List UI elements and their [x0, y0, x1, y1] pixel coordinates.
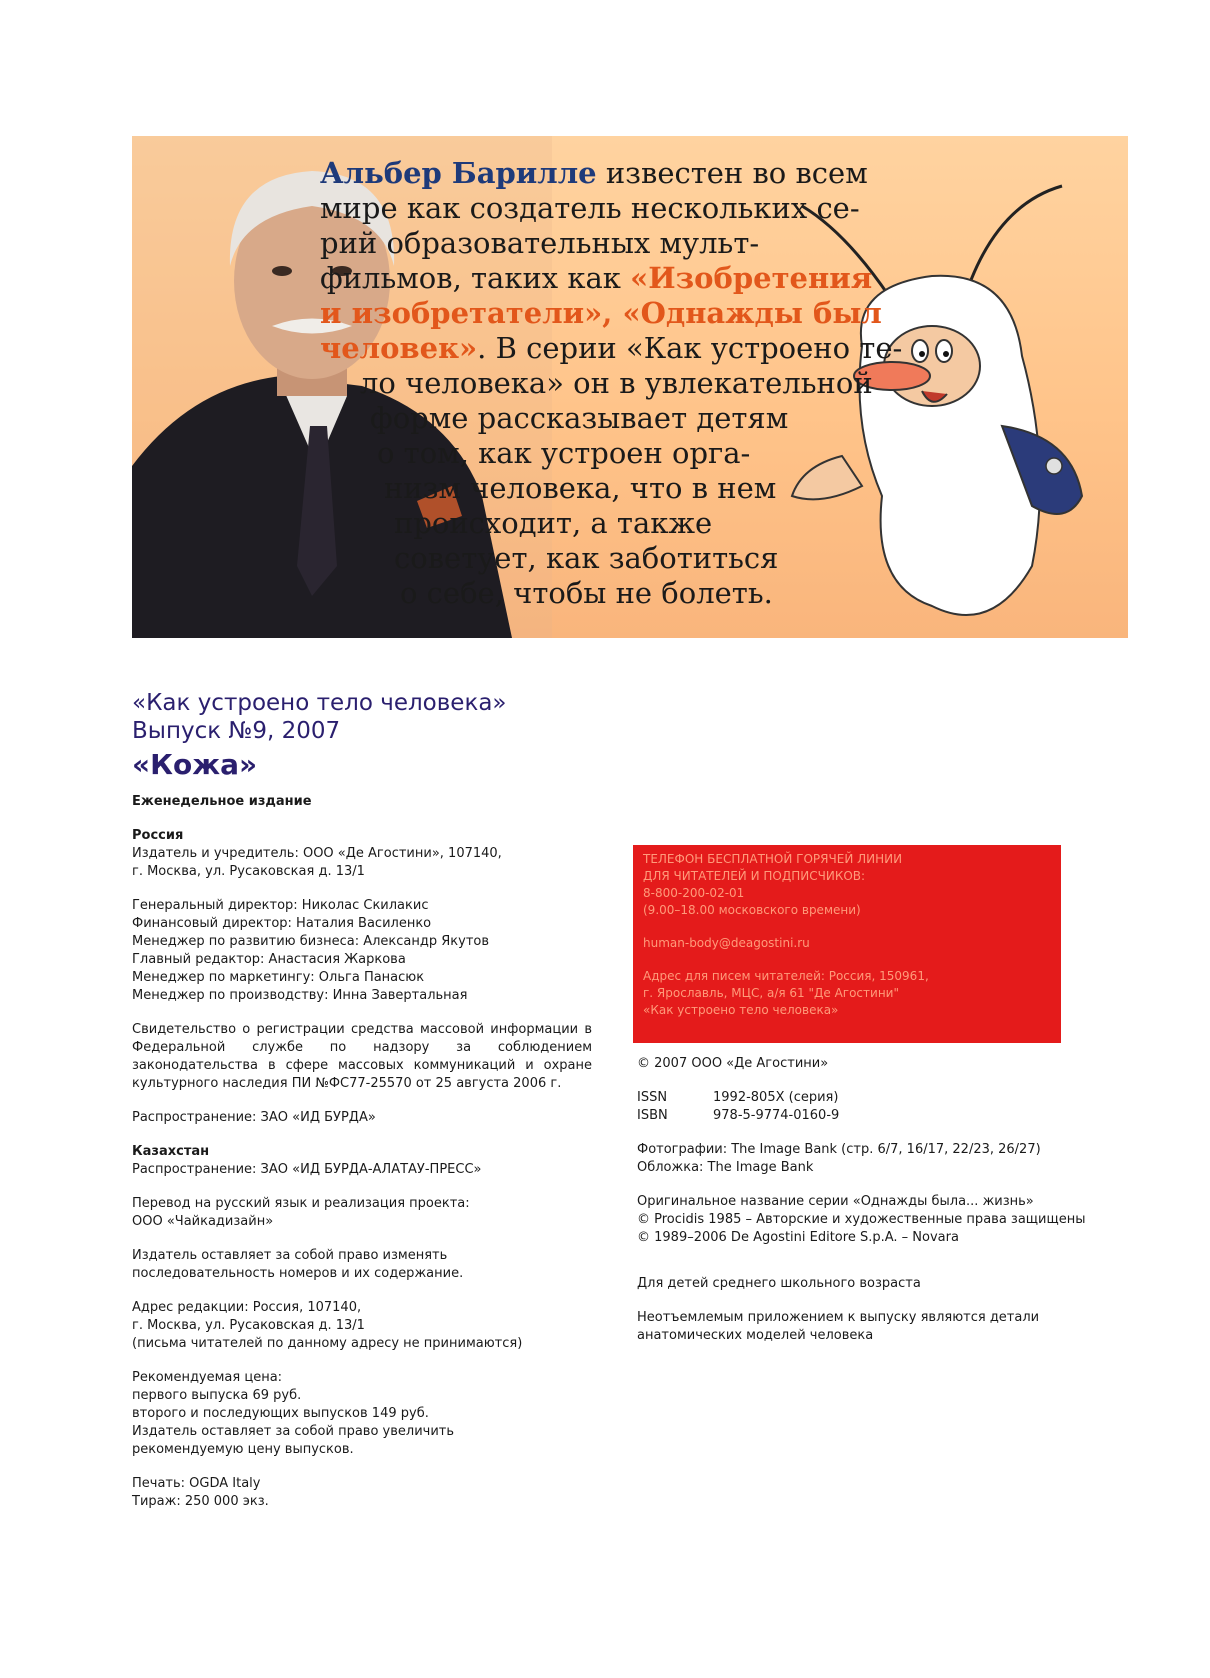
- issue-number: Выпуск №9, 2007: [132, 718, 341, 744]
- supplement-line: анатомических моделей человека: [637, 1328, 874, 1343]
- staff-line: Менеджер по производству: Инна Завертальная: [132, 988, 468, 1003]
- staff-line: Менеджер по маркетингу: Ольга Панасюк: [132, 970, 425, 985]
- bio-line: [394, 541, 778, 575]
- bio-text: человек»: [320, 331, 478, 365]
- bio-text: советует, как заботиться: [394, 541, 779, 575]
- issn-label: ISSN: [637, 1090, 668, 1105]
- address-line: Адрес редакции: Россия, 107140,: [132, 1300, 362, 1315]
- hotline-hours: (9.00–18.00 московского времени): [643, 903, 861, 917]
- bio-line: [320, 156, 868, 190]
- price-line: второго и последующих выпусков 149 руб.: [132, 1406, 429, 1421]
- series-title: «Как устроено тело человека»: [132, 690, 507, 716]
- translation-line: ООО «Чайкадизайн»: [132, 1214, 274, 1229]
- hotline-email-link[interactable]: human-body@deagostini.ru: [643, 936, 810, 950]
- print-line: Печать: OGDA Italy: [132, 1476, 261, 1491]
- bio-line: [320, 261, 872, 295]
- isbn-label: ISBN: [637, 1108, 668, 1123]
- hotline-line: ДЛЯ ЧИТАТЕЛЕЙ И ПОДПИСЧИКОВ:: [643, 869, 866, 883]
- price-line: рекомендуемую цену выпусков.: [132, 1442, 354, 1457]
- bio-line: [377, 436, 750, 470]
- imprint-left-column: [132, 793, 592, 1527]
- bio-text: рий образовательных мульт-: [320, 226, 760, 260]
- issn-row: [637, 1089, 1097, 1107]
- issue-title: «Кожа»: [132, 748, 258, 781]
- publisher-line: Издатель и учредитель: ООО «Де Агостини», 107140,: [132, 846, 502, 861]
- reader-address-line: г. Ярославль, МЦС, а/я 61 "Де Агостини": [643, 986, 899, 1000]
- bio-text: ло человека» он в увлекательной: [360, 366, 873, 400]
- rights-note-line: Издатель оставляет за собой право изменять: [132, 1248, 448, 1263]
- publisher-line: г. Москва, ул. Русаковская д. 13/1: [132, 864, 365, 879]
- bio-text: происходит, а также: [394, 506, 713, 540]
- price-line: первого выпуска 69 руб.: [132, 1388, 302, 1403]
- print-line: Тираж: 250 000 экз.: [132, 1494, 269, 1509]
- bio-line: [320, 191, 860, 225]
- original-series-line: Оригинальное название серии «Однажды была... жизнь»: [637, 1194, 1034, 1209]
- bio-text: Альбер Барилле: [320, 156, 597, 190]
- original-series-line: © 1989–2006 De Agostini Editore S.p.A. – Novara: [637, 1230, 959, 1245]
- reader-address-line: Адрес для писем читателей: Россия, 150961,: [643, 969, 929, 983]
- photo-credit-line: Обложка: The Image Bank: [637, 1160, 814, 1175]
- bio-text: «Изобретения: [630, 261, 873, 295]
- bio-line: [394, 506, 712, 540]
- staff-line: Финансовый директор: Наталия Василенко: [132, 916, 432, 931]
- price-line: Издатель оставляет за собой право увеличить: [132, 1424, 455, 1439]
- bio-text: известен во всем: [596, 156, 868, 190]
- hotline-line: ТЕЛЕФОН БЕСПЛАТНОЙ ГОРЯЧЕЙ ЛИНИИ: [643, 852, 903, 866]
- rights-note-line: последовательность номеров и их содержание.: [132, 1266, 464, 1281]
- hotline-box: [633, 845, 1061, 1043]
- bio-line: [320, 331, 902, 365]
- staff-line: Менеджер по развитию бизнеса: Александр Якутов: [132, 934, 490, 949]
- bio-text: низм человека, что в нем: [384, 471, 777, 505]
- address-line: г. Москва, ул. Русаковская д. 13/1: [132, 1318, 365, 1333]
- bio-text: о том, как устроен орга-: [377, 436, 751, 470]
- staff-line: Главный редактор: Анастасия Жаркова: [132, 952, 406, 967]
- bio-text: и изобретатели», «Однажды был: [320, 296, 882, 330]
- bio-line: [320, 296, 882, 330]
- bio-line: [370, 401, 788, 435]
- registration-text: Свидетельство о регистрации средства массовой информации в Федеральной службе по надзору за соблюдением законодательства в сфере массовых коммуникаций и охране культурного наследия ПИ №ФС77-25570 от 25 августа 2006 г.: [132, 1022, 592, 1091]
- isbn-row: [637, 1107, 1097, 1125]
- distribution-russia: Распространение: ЗАО «ИД БУРДА»: [132, 1110, 376, 1125]
- address-line: (письма читателей по данному адресу не принимаются): [132, 1336, 523, 1351]
- price-line: Рекомендуемая цена:: [132, 1370, 283, 1385]
- bio-text: мире как создатель нескольких се-: [320, 191, 860, 225]
- reader-address-line: «Как устроено тело человека»: [643, 1003, 839, 1017]
- staff-line: Генеральный директор: Николас Скилакис: [132, 898, 429, 913]
- bio-line: [384, 471, 776, 505]
- copyright: © 2007 ООО «Де Агостини»: [637, 1056, 829, 1071]
- weekly-label: Еженедельное издание: [132, 794, 312, 809]
- bio-text: форме рассказывает детям: [370, 401, 789, 435]
- bio-line: [400, 576, 773, 610]
- supplement-line: Неотъемлемым приложением к выпуску являются детали: [637, 1310, 1040, 1325]
- russia-heading: Россия: [132, 828, 184, 843]
- photo-credit-line: Фотографии: The Image Bank (стр. 6/7, 16/17, 22/23, 26/27): [637, 1142, 1041, 1157]
- translation-line: Перевод на русский язык и реализация проекта:: [132, 1196, 470, 1211]
- bio-text: . В серии «Как устроено те-: [477, 331, 903, 365]
- mascot-maestro: [782, 166, 1128, 638]
- issn-value: 1992-805X (серия): [713, 1090, 839, 1105]
- kazakhstan-heading: Казахстан: [132, 1144, 210, 1159]
- isbn-value: 978-5-9774-0160-9: [713, 1108, 840, 1123]
- bio-text: фильмов, таких как: [320, 261, 631, 295]
- original-series-line: © Procidis 1985 – Авторские и художественные права защищены: [637, 1212, 1086, 1227]
- distribution-kazakhstan: Распространение: ЗАО «ИД БУРДА-АЛАТАУ-ПРЕСС»: [132, 1162, 482, 1177]
- imprint-right-column: [637, 1055, 1097, 1361]
- age-note: Для детей среднего школьного возраста: [637, 1276, 921, 1291]
- bio-text: о себе, чтобы не болеть.: [400, 576, 773, 610]
- author-banner: [132, 136, 1128, 638]
- bio-line: [320, 226, 759, 260]
- hotline-phone: 8-800-200-02-01: [643, 886, 745, 900]
- bio-line: [360, 366, 873, 400]
